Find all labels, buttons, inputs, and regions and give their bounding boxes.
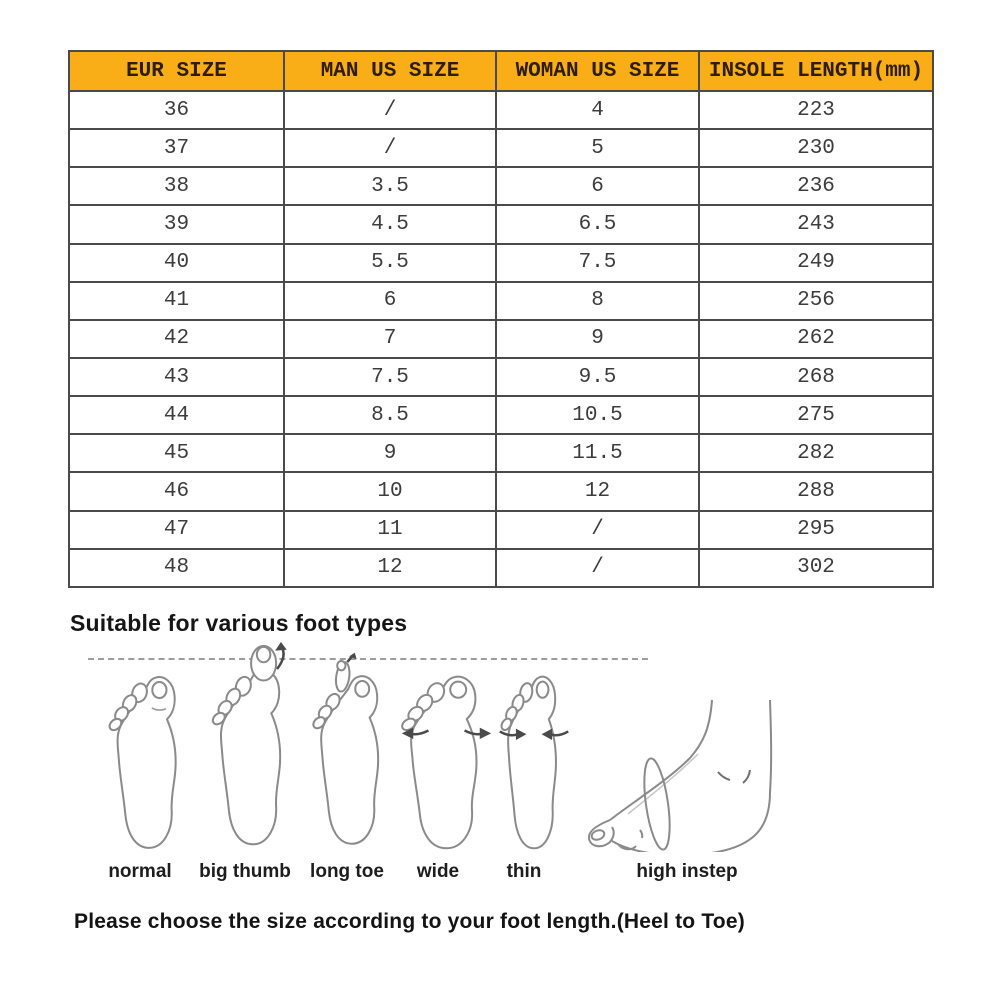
size-table <box>68 50 934 588</box>
foot-types-title: Suitable for various foot types <box>70 610 408 636</box>
foot-sole-big-thumb-icon <box>200 642 306 852</box>
foot-sole-wide-icon <box>390 664 503 854</box>
size-table-row <box>69 320 933 358</box>
size-cell: 7 <box>284 320 496 358</box>
foot-label-thin: thin <box>506 861 542 882</box>
size-cell: 5.5 <box>284 244 496 282</box>
size-cell: 43 <box>69 358 284 396</box>
size-cell: 249 <box>699 244 933 282</box>
foot-sole-long-toe-icon <box>301 650 403 852</box>
header-man-us-size: MAN US SIZE <box>284 51 496 91</box>
size-cell: 256 <box>699 282 933 320</box>
size-cell: 5 <box>496 129 699 167</box>
size-cell: 12 <box>284 549 496 587</box>
size-table-row <box>69 396 933 434</box>
size-cell: / <box>496 549 699 587</box>
size-table-row <box>69 282 933 320</box>
size-cell: 302 <box>699 549 933 587</box>
size-cell: 9 <box>496 320 699 358</box>
foot-sole-normal-icon <box>97 664 201 854</box>
size-table-row <box>69 549 933 587</box>
size-cell: 40 <box>69 244 284 282</box>
size-table-header-row <box>69 51 933 91</box>
size-cell: / <box>284 129 496 167</box>
size-cell: 39 <box>69 205 284 243</box>
size-cell: 230 <box>699 129 933 167</box>
size-table-row <box>69 358 933 396</box>
size-cell: 243 <box>699 205 933 243</box>
size-cell: 45 <box>69 434 284 472</box>
size-cell: 6 <box>496 167 699 205</box>
foot-label-long-toe: long toe <box>310 861 384 882</box>
size-cell: 4.5 <box>284 205 496 243</box>
size-cell: 48 <box>69 549 284 587</box>
size-table-row <box>69 472 933 510</box>
size-table-row <box>69 129 933 167</box>
foot-label-wide: wide <box>416 861 460 882</box>
size-table-row <box>69 205 933 243</box>
size-table-row <box>69 91 933 129</box>
size-cell: 42 <box>69 320 284 358</box>
size-cell: 10 <box>284 472 496 510</box>
foot-label-big-thumb: big thumb <box>199 861 291 882</box>
size-table-row <box>69 511 933 549</box>
foot-side-high-instep-icon <box>570 692 805 852</box>
size-cell: 8 <box>496 282 699 320</box>
instep-measure-ellipse-icon <box>640 757 675 851</box>
size-cell: 11 <box>284 511 496 549</box>
size-cell: 275 <box>699 396 933 434</box>
size-cell: 12 <box>496 472 699 510</box>
size-instruction-note: Please choose the size according to your foot length.(Heel to Toe) <box>74 910 745 933</box>
size-cell: 3.5 <box>284 167 496 205</box>
size-cell: 10.5 <box>496 396 699 434</box>
foot-label-normal: normal <box>108 861 172 882</box>
size-cell: 44 <box>69 396 284 434</box>
size-cell: 295 <box>699 511 933 549</box>
size-table-row <box>69 167 933 205</box>
size-cell: 7.5 <box>496 244 699 282</box>
size-cell: 8.5 <box>284 396 496 434</box>
size-cell: 47 <box>69 511 284 549</box>
size-cell: 268 <box>699 358 933 396</box>
size-table-row <box>69 434 933 472</box>
size-cell: 38 <box>69 167 284 205</box>
size-cell: 37 <box>69 129 284 167</box>
header-eur-size: EUR SIZE <box>69 51 284 91</box>
size-cell: 41 <box>69 282 284 320</box>
size-table-row <box>69 244 933 282</box>
size-table-body <box>69 91 933 587</box>
size-cell: 6.5 <box>496 205 699 243</box>
size-cell: 9 <box>284 434 496 472</box>
size-cell: 236 <box>699 167 933 205</box>
size-cell: / <box>284 91 496 129</box>
foot-label-high-instep: high instep <box>636 861 738 882</box>
size-cell: 288 <box>699 472 933 510</box>
size-cell: 282 <box>699 434 933 472</box>
size-cell: 9.5 <box>496 358 699 396</box>
foot-sole-thin-icon <box>490 664 578 854</box>
size-cell: 46 <box>69 472 284 510</box>
size-cell: 6 <box>284 282 496 320</box>
size-cell: 223 <box>699 91 933 129</box>
size-cell: 36 <box>69 91 284 129</box>
size-cell: 262 <box>699 320 933 358</box>
size-cell: 11.5 <box>496 434 699 472</box>
size-cell: / <box>496 511 699 549</box>
arrow-up-icon <box>347 653 356 662</box>
header-insole-length: INSOLE LENGTH(mm) <box>699 51 933 91</box>
size-cell: 4 <box>496 91 699 129</box>
size-cell: 7.5 <box>284 358 496 396</box>
header-woman-us-size: WOMAN US SIZE <box>496 51 699 91</box>
